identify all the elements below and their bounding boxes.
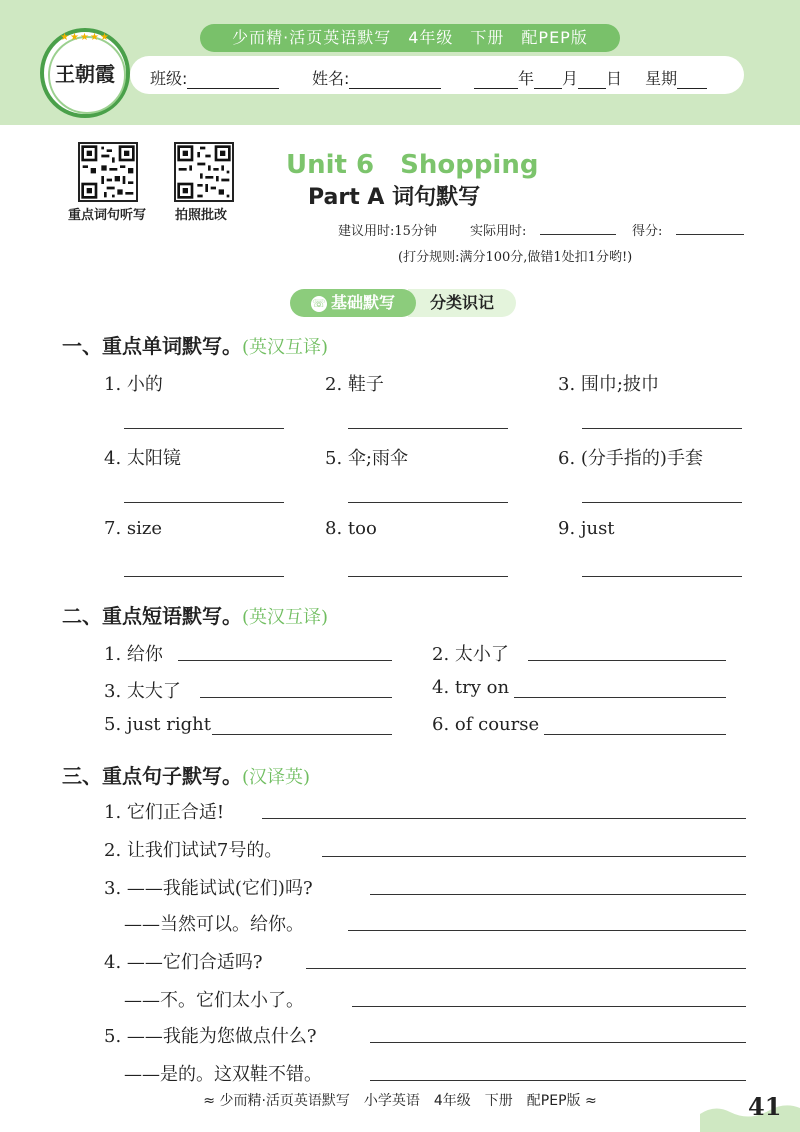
section1-title: 一、重点单词默写。 bbox=[62, 334, 242, 358]
answer-blank[interactable] bbox=[348, 930, 746, 931]
series-title: 少而精·活页英语默写 4年级 下册 配PEP版 bbox=[200, 24, 620, 52]
class-blank[interactable] bbox=[187, 70, 279, 89]
answer-blank[interactable] bbox=[370, 1080, 746, 1081]
sentence-item: 2. 让我们试试7号的。 bbox=[104, 840, 283, 861]
answer-blank[interactable] bbox=[348, 502, 508, 503]
day-blank[interactable] bbox=[578, 70, 606, 89]
answer-blank[interactable] bbox=[370, 1042, 746, 1043]
headphone-icon: ☏ bbox=[312, 296, 326, 310]
sentence-item: 3. ——我能试试(它们)吗? bbox=[104, 878, 313, 899]
answer-blank[interactable] bbox=[262, 818, 746, 819]
class-label: 班级: bbox=[150, 69, 188, 88]
phrase-item: 4. try on bbox=[432, 677, 510, 698]
answer-blank[interactable] bbox=[212, 734, 392, 735]
sentence-item: ——当然可以。给你。 bbox=[124, 914, 304, 935]
answer-blank[interactable] bbox=[544, 734, 726, 735]
scoring-rule: (打分规则:满分100分,做错1处扣1分哟!) bbox=[398, 250, 633, 265]
class-field bbox=[150, 66, 279, 89]
word-item: 7. size bbox=[104, 518, 163, 539]
answer-blank[interactable] bbox=[178, 660, 392, 661]
word-item: 9. just bbox=[558, 518, 615, 539]
score-label: 得分: bbox=[632, 224, 663, 239]
section3-heading bbox=[62, 760, 310, 789]
badge-main bbox=[290, 289, 416, 317]
answer-blank[interactable] bbox=[124, 428, 284, 429]
section3-title: 三、重点句子默写。 bbox=[62, 764, 242, 788]
qr-code-icon[interactable] bbox=[78, 142, 138, 202]
phrase-item: 3. 太大了 bbox=[104, 681, 181, 702]
badge-main-label: 基础默写 bbox=[330, 293, 395, 312]
answer-blank[interactable] bbox=[528, 660, 726, 661]
answer-blank[interactable] bbox=[514, 697, 726, 698]
footer-series-info: ≈ 少而精·活页英语默写 小学英语 4年级 下册 配PEP版 ≈ bbox=[203, 1093, 597, 1109]
answer-blank[interactable] bbox=[124, 502, 284, 503]
sentence-item: 5. ——我能为您做点什么? bbox=[104, 1026, 317, 1047]
qr-code-icon[interactable] bbox=[174, 142, 234, 202]
answer-blank[interactable] bbox=[370, 894, 746, 895]
month-blank[interactable] bbox=[534, 70, 562, 89]
section2-hint: (英汉互译) bbox=[242, 607, 329, 628]
section1-hint: (英汉互译) bbox=[242, 337, 329, 358]
word-item: 2. 鞋子 bbox=[325, 374, 384, 395]
day-label: 日 bbox=[606, 69, 623, 88]
word-item: 4. 太阳镜 bbox=[104, 448, 181, 469]
answer-blank[interactable] bbox=[200, 697, 392, 698]
phrase-item: 2. 太小了 bbox=[432, 644, 509, 665]
section3-hint: (汉译英) bbox=[242, 767, 311, 788]
month-label: 月 bbox=[562, 69, 579, 88]
section2-title: 二、重点短语默写。 bbox=[62, 604, 242, 628]
section1-heading bbox=[62, 330, 328, 359]
weekday-blank[interactable] bbox=[677, 70, 707, 89]
word-item: 5. 伞;雨伞 bbox=[325, 448, 408, 469]
badge-sub-label: 分类识记 bbox=[408, 289, 516, 317]
logo-stars-icon: ★★★★★ bbox=[60, 32, 110, 43]
answer-blank[interactable] bbox=[582, 502, 742, 503]
section2-heading bbox=[62, 600, 328, 629]
header-wave-decoration bbox=[0, 112, 800, 134]
answer-blank[interactable] bbox=[582, 576, 742, 577]
unit-title: Unit 6 Shopping bbox=[286, 150, 539, 180]
answer-blank[interactable] bbox=[582, 428, 742, 429]
suggested-time: 建议用时:15分钟 bbox=[338, 224, 437, 239]
word-item: 8. too bbox=[325, 518, 377, 539]
name-field bbox=[312, 66, 441, 89]
answer-blank[interactable] bbox=[348, 576, 508, 577]
actual-time-blank[interactable] bbox=[540, 234, 616, 235]
answer-blank[interactable] bbox=[322, 856, 746, 857]
name-label: 姓名: bbox=[312, 69, 350, 88]
logo-text: 王朝霞 bbox=[55, 62, 115, 86]
sentence-item: 1. 它们正合适! bbox=[104, 802, 225, 823]
sentence-item: 4. ——它们合适吗? bbox=[104, 952, 263, 973]
answer-blank[interactable] bbox=[124, 576, 284, 577]
date-field bbox=[474, 66, 707, 89]
sentence-item: ——不。它们太小了。 bbox=[124, 990, 304, 1011]
part-title: Part A 词句默写 bbox=[308, 185, 481, 210]
qr-caption-dictation: 重点词句听写 bbox=[67, 208, 146, 223]
phrase-item: 1. 给你 bbox=[104, 644, 163, 665]
year-label: 年 bbox=[518, 69, 535, 88]
year-blank[interactable] bbox=[474, 70, 518, 89]
weekday-label: 星期 bbox=[645, 69, 678, 88]
answer-blank[interactable] bbox=[352, 1006, 746, 1007]
phrase-item: 6. of course bbox=[432, 714, 540, 735]
word-item: 3. 围巾;披巾 bbox=[558, 374, 659, 395]
page-number: 41 bbox=[748, 1092, 782, 1121]
answer-blank[interactable] bbox=[348, 428, 508, 429]
phrase-item: 5. just right bbox=[104, 714, 211, 735]
sentence-item: ——是的。这双鞋不错。 bbox=[124, 1064, 322, 1085]
answer-blank[interactable] bbox=[306, 968, 746, 969]
qr-caption-photo-grading: 拍照批改 bbox=[174, 208, 227, 223]
name-blank[interactable] bbox=[349, 70, 441, 89]
actual-time-label: 实际用时: bbox=[470, 224, 527, 239]
word-item: 6. (分手指的)手套 bbox=[558, 448, 703, 469]
score-blank[interactable] bbox=[676, 234, 744, 235]
word-item: 1. 小的 bbox=[104, 374, 163, 395]
